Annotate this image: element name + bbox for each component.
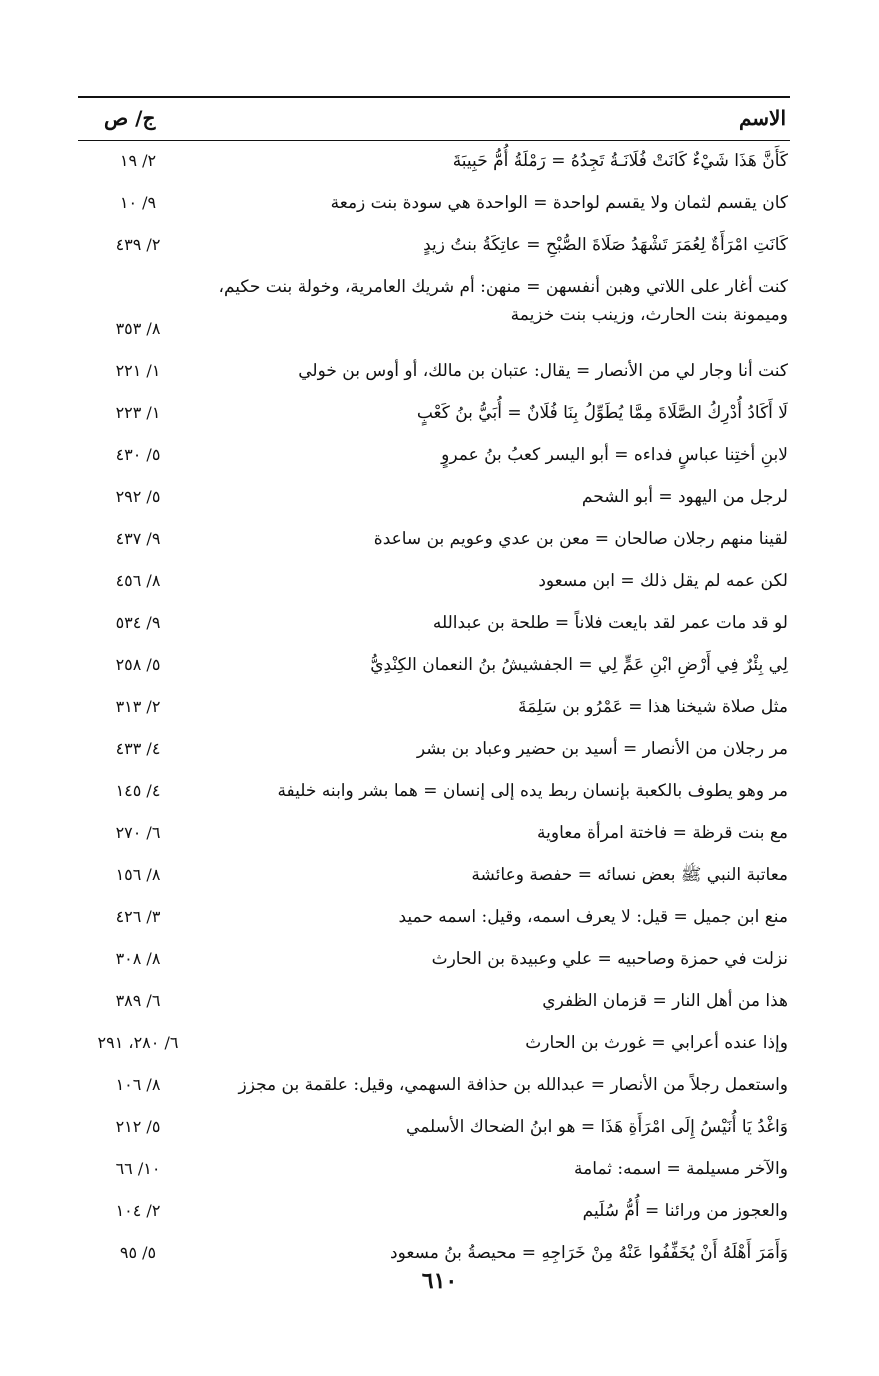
entry-reference: ٨/ ٣٠٨ [115,949,161,968]
table-row [78,939,790,981]
entry-reference: ٩/ ٥٣٤ [115,613,161,632]
entry-reference: ١٠/ ٦٦ [115,1159,161,1178]
entry-reference: ٥/ ٢١٢ [115,1117,161,1136]
entry-name: كَانَتِ امْرَأَةٌ لِعُمَرَ تَشْهَدُ صَلَاةَ الصُّبْحِ = عاتِكَةُ بنتُ زيدٍ [423,235,788,255]
table-row [78,1149,790,1191]
table-row [78,225,790,267]
table-row [78,645,790,687]
table-header [78,96,790,141]
index-page [78,96,790,1275]
table-row [78,1065,790,1107]
entry-name: مثل صلاة شيخنا هذا = عَمْرُو بن سَلِمَةَ [518,697,788,717]
entry-reference: ٢/ ١٠٤ [115,1201,161,1220]
table-row [78,729,790,771]
table-row [78,183,790,225]
entry-reference: ٥/ ٢٩٢ [115,487,161,506]
entry-name: لابنِ أختِنا عباسٍ فداءه = أبو اليسر كعبُ بنُ عمروٍ [441,445,788,465]
entry-reference: ١/ ٢٢١ [115,361,161,380]
entry-name: كنت أغار على اللاتي وهبن أنفسهن = منهن: أم شريك العامرية، وخولة بنت حكيم، وميمونة بنت الحارث، وزينب بنت خزيمة [218,277,788,325]
entry-name: مر رجلان من الأنصار = أسيد بن حضير وعباد بن بشر [416,739,788,759]
entry-name: لَا أَكَادُ أُدْرِكُ الصَّلَاةَ مِمَّا يُطَوِّلُ بِنَا فُلَانٌ = أُبَيُّ بنُ كَعْبٍ [416,403,788,423]
entry-name: وَأَمَرَ أَهْلَهُ أَنْ يُخَفِّفُوا عَنْهُ مِنْ خَرَاجِهِ = محيصةُ بنُ مسعود [390,1243,788,1263]
entry-reference: ٢/ ١٩ [119,151,157,170]
entry-name: نزلت في حمزة وصاحبيه = علي وعبيدة بن الحارث [431,949,788,969]
entry-name: كَأَنَّ هَذَا شَيْءٌ كَانَتْ فُلَانَـةُ تَجِدُهُ = رَمْلَةُ أُمُّ حَبِيبَةَ [452,151,788,171]
table-row [78,477,790,519]
entry-reference: ٨/ ٣٥٣ [115,319,161,338]
table-row [78,813,790,855]
table-row [78,435,790,477]
entry-name: لو قد مات عمر لقد بايعت فلاناً = طلحة بن عبدالله [432,613,788,633]
entry-reference: ٨/ ١٥٦ [115,865,161,884]
table-row [78,141,790,183]
entry-reference: ٢/ ٤٣٩ [115,235,161,254]
entry-reference: ٥/ ٩٥ [119,1243,157,1262]
table-row [78,1107,790,1149]
entry-reference: ٥/ ٢٥٨ [115,655,161,674]
entry-name: واستعمل رجلاً من الأنصار = عبدالله بن حذافة السهمي، وقيل: علقمة بن مجزز [238,1075,788,1095]
entry-reference: ٥/ ٤٣٠ [115,445,161,464]
table-row [78,771,790,813]
entry-reference: ٢/ ٣١٣ [115,697,161,716]
entry-name: والآخر مسيلمة = اسمه: ثمامة [574,1159,788,1179]
table-row [78,351,790,393]
entry-reference: ٤/ ٤٣٣ [115,739,161,758]
table-row [78,561,790,603]
index-table [78,141,790,1275]
entry-name: كنت أنا وجار لي من الأنصار = يقال: عتبان بن مالك، أو أوس بن خولي [298,361,788,381]
entry-name: لكن عمه لم يقل ذلك = ابن مسعود [538,571,788,591]
table-row [78,687,790,729]
entry-name: مع بنت قرظة = فاختة امرأة معاوية [537,823,788,843]
entry-reference: ٩/ ٤٣٧ [115,529,161,548]
table-row [78,981,790,1023]
entry-reference: ٦/ ٣٨٩ [115,991,161,1010]
entry-reference: ٣/ ٤٢٦ [115,907,161,926]
entry-name: والعجوز من ورائنا = أُمُّ سُلَيم [582,1201,788,1221]
entry-name: كان يقسم لثمان ولا يقسم لواحدة = الواحدة هي سودة بنت زمعة [330,193,788,213]
entry-name: هذا من أهل النار = قزمان الظفري [542,991,788,1011]
table-row [78,267,790,351]
entry-name: معاتبة النبي ﷺ بعض نسائه = حفصة وعائشة [471,865,788,885]
table-row [78,393,790,435]
entry-reference: ٩/ ١٠ [119,193,157,212]
entry-name: وإذا عنده أعرابي = غورث بن الحارث [525,1033,788,1053]
entry-reference: ١/ ٢٢٣ [115,403,161,422]
table-row [78,855,790,897]
page-number: ٦١٠ [421,1268,458,1294]
table-row [78,603,790,645]
entry-name: وَاغْدُ يَا أُنَيْسُ إِلَى امْرَأَةِ هَذَا = هو ابنُ الضحاك الأسلمي [406,1117,788,1137]
name-column-header: الاسم [738,106,786,130]
table-row [78,1023,790,1065]
reference-column-header: ج/ ص [104,106,156,130]
entry-name: منع ابن جميل = قيل: لا يعرف اسمه، وقيل: اسمه حميد [398,907,788,927]
entry-reference: ٤/ ١٤٥ [115,781,161,800]
entry-name: لِي بِئْرٌ فِي أَرْضِ ابْنِ عَمٍّ لِي = الجفشيشُ بنُ النعمان الكِنْدِيُّ [370,655,788,675]
entry-name: مر وهو يطوف بالكعبة بإنسان ربط يده إلى إنسان = هما بشر وابنه خليفة [277,781,788,801]
table-row [78,519,790,561]
entry-reference: ٨/ ٤٥٦ [115,571,161,590]
table-row [78,1191,790,1233]
entry-name: لرجل من اليهود = أبو الشحم [581,487,788,507]
table-row [78,897,790,939]
entry-name: لقينا منهم رجلان صالحان = معن بن عدي وعويم بن ساعدة [373,529,788,549]
entry-reference: ٨/ ١٠٦ [115,1075,161,1094]
entry-reference: ٦/ ٢٧٠ [115,823,161,842]
entry-reference: ٦/ ٢٨٠، ٢٩١ [97,1033,179,1052]
